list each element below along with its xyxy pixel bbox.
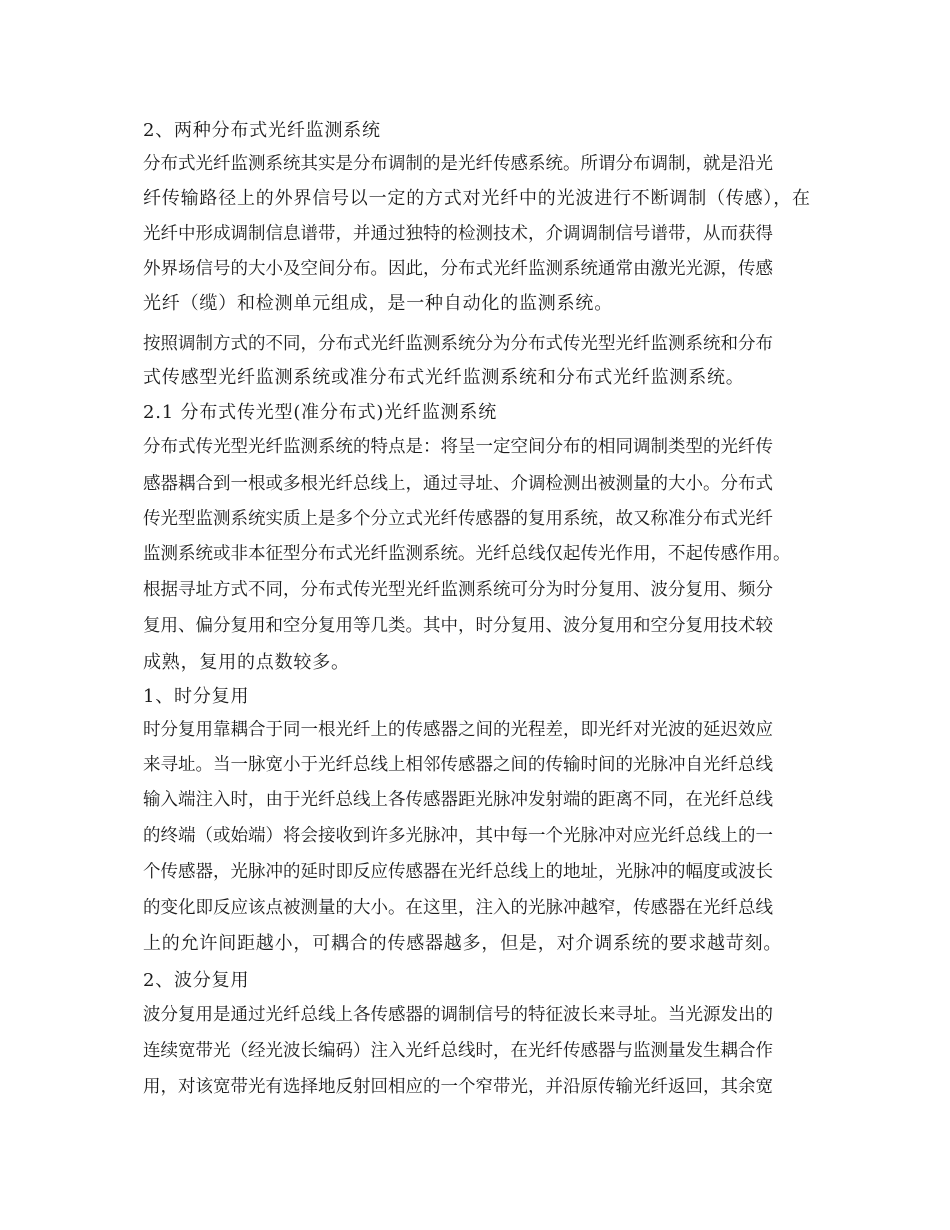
paragraph-line: 复用、偏分复用和空分复用等几类。其中，时分复用、波分复用和空分复用技术较 — [143, 616, 773, 636]
paragraph-line: 的变化即反应该点被测量的大小。在这里，注入的光脉冲越窄，传感器在光纤总线 — [143, 898, 773, 918]
section-heading: 2.1 分布式传光型(准分布式)光纤监测系统 — [143, 402, 497, 423]
paragraph-line: 式传感型光纤监测系统或准分布式光纤监测系统和分布式光纤监测系统。 — [143, 367, 745, 388]
section-heading: 2、波分复用 — [143, 970, 250, 991]
paragraph-line: 外界场信号的大小及空间分布。因此，分布式光纤监测系统通常由激光光源，传感 — [143, 259, 773, 279]
paragraph-line: 分布式光纤监测系统其实是分布调制的是光纤传感系统。所谓分布调制，就是沿光 — [143, 154, 773, 174]
paragraph-line: 波分复用是通过光纤总线上各传感器的调制信号的特征波长来寻址。当光源发出的 — [143, 1005, 773, 1025]
paragraph-line: 光纤（缆）和检测单元组成，是一种自动化的监测系统。 — [143, 293, 613, 314]
paragraph-line: 连续宽带光（经光波长编码）注入光纤总线时，在光纤传感器与监测量发生耦合作 — [143, 1041, 773, 1061]
paragraph-line: 用，对该宽带光有选择地反射回相应的一个窄带光，并沿原传输光纤返回，其余宽 — [143, 1077, 773, 1097]
paragraph-line: 来寻址。当一脉宽小于光纤总线上相邻传感器之间的传输时间的光脉冲自光纤总线 — [143, 755, 773, 775]
section-heading: 2、两种分布式光纤监测系统 — [143, 120, 381, 141]
paragraph-line: 时分复用靠耦合于同一根光纤上的传感器之间的光程差，即光纤对光波的延迟效应 — [143, 720, 773, 740]
paragraph-line: 按照调制方式的不同，分布式光纤监测系统分为分布式传光型光纤监测系统和分布 — [143, 334, 773, 354]
paragraph-line: 成熟，复用的点数较多。 — [143, 652, 350, 673]
paragraph-line: 个传感器，光脉冲的延时即反应传感器在光纤总线上的地址，光脉冲的幅度或波长 — [143, 862, 773, 882]
section-heading: 1、时分复用 — [143, 686, 250, 707]
paragraph-line: 纤传输路径上的外界信号以一定的方式对光纤中的光波进行不断调制（传感），在 — [143, 188, 811, 209]
paragraph-line: 光纤中形成调制信息谱带，并通过独特的检测技术，介调调制信号谱带，从而获得 — [143, 224, 773, 244]
paragraph-line: 分布式传光型光纤监测系统的特点是：将呈一定空间分布的相同调制类型的光纤传 — [143, 437, 773, 457]
paragraph-line: 感器耦合到一根或多根光纤总线上，通过寻址、介调检测出被测量的大小。分布式 — [143, 474, 773, 494]
paragraph-line: 监测系统或非本征型分布式光纤监测系统。光纤总线仅起传光作用，不起传感作用。 — [143, 544, 791, 564]
paragraph-line: 的终端（或始端）将会接收到许多光脉冲，其中每一个光脉冲对应光纤总线上的一 — [143, 826, 773, 846]
paragraph-line: 输入端注入时，由于光纤总线上各传感器距光脉冲发射端的距离不同，在光纤总线 — [143, 790, 773, 810]
paragraph-line: 传光型监测系统实质上是多个分立式光纤传感器的复用系统，故又称准分布式光纤 — [143, 509, 773, 529]
paragraph-line: 根据寻址方式不同，分布式传光型光纤监测系统可分为时分复用、波分复用、频分 — [143, 580, 773, 600]
paragraph-line: 上的允许间距越小，可耦合的传感器越多，但是，对介调系统的要求越苛刻。 — [143, 933, 783, 954]
